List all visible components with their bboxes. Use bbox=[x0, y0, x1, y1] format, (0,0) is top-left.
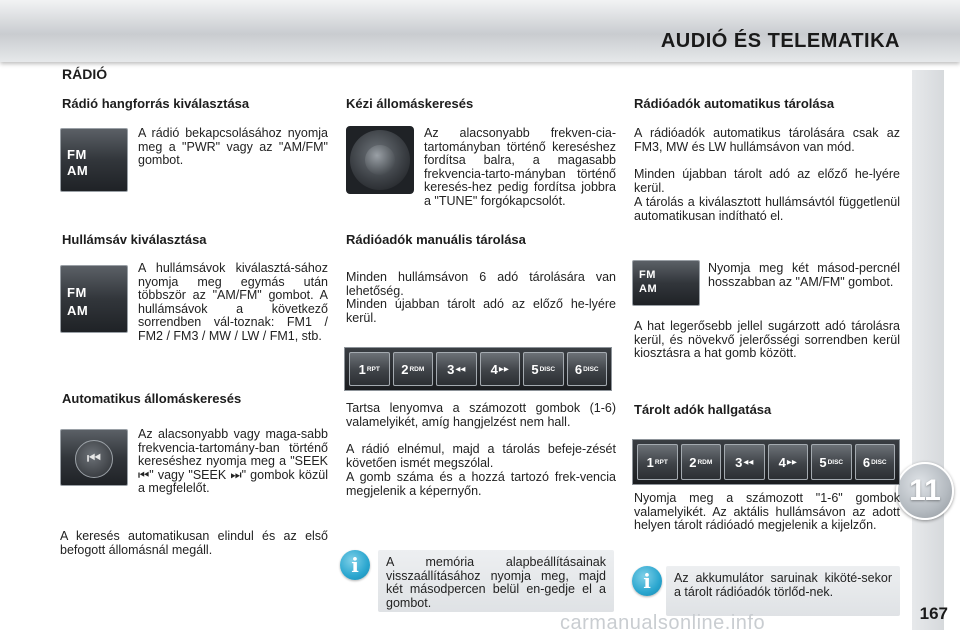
preset-button-1: 1 RPT bbox=[637, 444, 678, 480]
heading-manual-store: Rádióadók manuális tárolása bbox=[346, 232, 526, 247]
info-icon: i bbox=[632, 566, 662, 596]
text-auto-store-1: A rádióadók automatikus tárolására csak az FM3, MW és LW hullámsávon van mód. bbox=[634, 126, 900, 154]
tune-sound-knob-icon bbox=[346, 126, 414, 194]
am-label: AM bbox=[639, 283, 658, 295]
text-auto-search: Az alacsonyabb vagy maga-sabb frekvencia-tartomány-ban történő kereséshez nyomja meg a "SEEK ⏮" vagy "SEEK ⏭" gombok közül a megfelelőt. bbox=[138, 427, 328, 495]
preset-button-4: 4 ▶▶ bbox=[768, 444, 809, 480]
chapter-badge bbox=[896, 462, 954, 520]
preset-button-5: 5 DISC bbox=[811, 444, 852, 480]
preset-buttons-strip bbox=[344, 347, 612, 391]
section-title: RÁDIÓ bbox=[62, 66, 108, 82]
am-label: AM bbox=[67, 163, 89, 178]
text-manual-store-2: Minden újabban tárolt adó az előző he-lyére kerül. bbox=[346, 297, 616, 325]
fm-am-button-icon bbox=[60, 265, 128, 333]
text-manual-search: Az alacsonyabb frekven-cia-tartományban történő kereséshez fordítsa balra, a magasabb frekvencia-tarto-mányban történő keresés-hez pedig fordítsa jobbra a "TUNE" forgókapcsolót. bbox=[424, 126, 616, 208]
info-text-memory: A memória alapbeállításainak visszaállításához nyomja meg, majd két másodpercen belül en-gedje el a gombot. bbox=[386, 555, 606, 610]
am-label: AM bbox=[67, 303, 89, 318]
chapter-number: 11 bbox=[909, 474, 941, 507]
preset-button-6: 6 DISC bbox=[567, 352, 608, 386]
text-auto-store-2: Minden újabban tárolt adó az előző he-lyére kerül. bbox=[634, 167, 900, 195]
preset-button-2: 2 RDM bbox=[393, 352, 434, 386]
chapter-title: AUDIÓ ÉS TELEMATIKA bbox=[660, 30, 900, 52]
heading-auto-store: Rádióadók automatikus tárolása bbox=[634, 96, 835, 111]
info-note-battery bbox=[666, 566, 900, 616]
text-source-select: A rádió bekapcsolásához nyomja meg a "PWR" vagy az "AM/FM" gombot. bbox=[138, 126, 328, 167]
preset-button-2: 2 RDM bbox=[681, 444, 722, 480]
text-auto-store-4: A hat legerősebb jellel sugárzott adó tárolásra kerül, és növekvő jelerősségi sorrendben kerül kiosztásra a hat gomb között. bbox=[634, 319, 900, 360]
info-icon: i bbox=[340, 550, 370, 580]
text-manual-store-1: Minden hullámsávon 6 adó tárolására van lehetőség. bbox=[346, 270, 616, 298]
preset-button-5: 5 DISC bbox=[523, 352, 564, 386]
seek-button-icon bbox=[60, 429, 128, 486]
preset-button-3: 3 ◀◀ bbox=[724, 444, 765, 480]
text-auto-store-3: A tárolás a kiválasztott hullámsávtól függetlenül automatikusan indítható el. bbox=[634, 195, 900, 223]
info-text-battery: Az akkumulátor saruinak kiköté-sekor a tárolt rádióadók törlőd-nek. bbox=[674, 571, 892, 599]
knob-ring bbox=[350, 130, 410, 190]
heading-source-select: Rádió hangforrás kiválasztása bbox=[62, 96, 250, 111]
text-band-select: A hullámsávok kiválasztá-sához nyomja meg egymás után többször az "AM/FM" gombot. A hullámsávok a következő sorrendben vál-toznak: FM1 / FM2 / FM3 / MW / LW / FM1, stb. bbox=[138, 261, 328, 343]
preset-button-1: 1 RPT bbox=[349, 352, 390, 386]
knob-center bbox=[365, 145, 395, 175]
fm-am-button-icon bbox=[632, 260, 700, 306]
heading-listen-stored: Tárolt adók hallgatása bbox=[634, 402, 772, 417]
text-listen-stored: Nyomja meg a számozott "1-6" gombok valamelyikét. Az aktális hullámsávon az adott helyen tárolt rádióadó megjelenik a kijelzőn. bbox=[634, 491, 900, 532]
text-manual-store-4: A rádió elnémul, majd a tárolás befeje-zését követően ismét megszólal. bbox=[346, 442, 616, 470]
heading-manual-search: Kézi állomáskeresés bbox=[346, 96, 474, 111]
text-manual-store-5: A gomb száma és a hozzá tartozó frek-vencia megjelenik a képernyőn. bbox=[346, 470, 616, 498]
fm-label: FM bbox=[67, 285, 87, 300]
text-manual-store-3: Tartsa lenyomva a számozott gombok (1-6) valamelyikét, amíg hangjelzést nem hall. bbox=[346, 401, 616, 429]
fm-label: FM bbox=[67, 147, 87, 162]
seek-back-icon: ⏮ bbox=[75, 440, 113, 478]
text-auto-search-note: A keresés automatikusan elindul és az első befogott állomásnál megáll. bbox=[60, 529, 328, 557]
preset-buttons-strip bbox=[632, 439, 900, 485]
header-bar bbox=[0, 0, 960, 62]
preset-button-4: 4 ▶▶ bbox=[480, 352, 521, 386]
heading-auto-search: Automatikus állomáskeresés bbox=[62, 391, 242, 406]
preset-button-3: 3 ◀◀ bbox=[436, 352, 477, 386]
heading-band-select: Hullámsáv kiválasztása bbox=[62, 232, 207, 247]
text-auto-store-button: Nyomja meg két másod-percnél hosszabban az "AM/FM" gombot. bbox=[708, 261, 900, 289]
fm-label: FM bbox=[639, 269, 656, 281]
preset-button-6: 6 DISC bbox=[855, 444, 896, 480]
watermark: carmanualsonline.info bbox=[560, 612, 766, 634]
fm-am-button-icon bbox=[60, 128, 128, 192]
side-tab-band bbox=[912, 70, 944, 630]
info-note-memory bbox=[378, 550, 614, 612]
page-number: 167 bbox=[919, 604, 948, 623]
